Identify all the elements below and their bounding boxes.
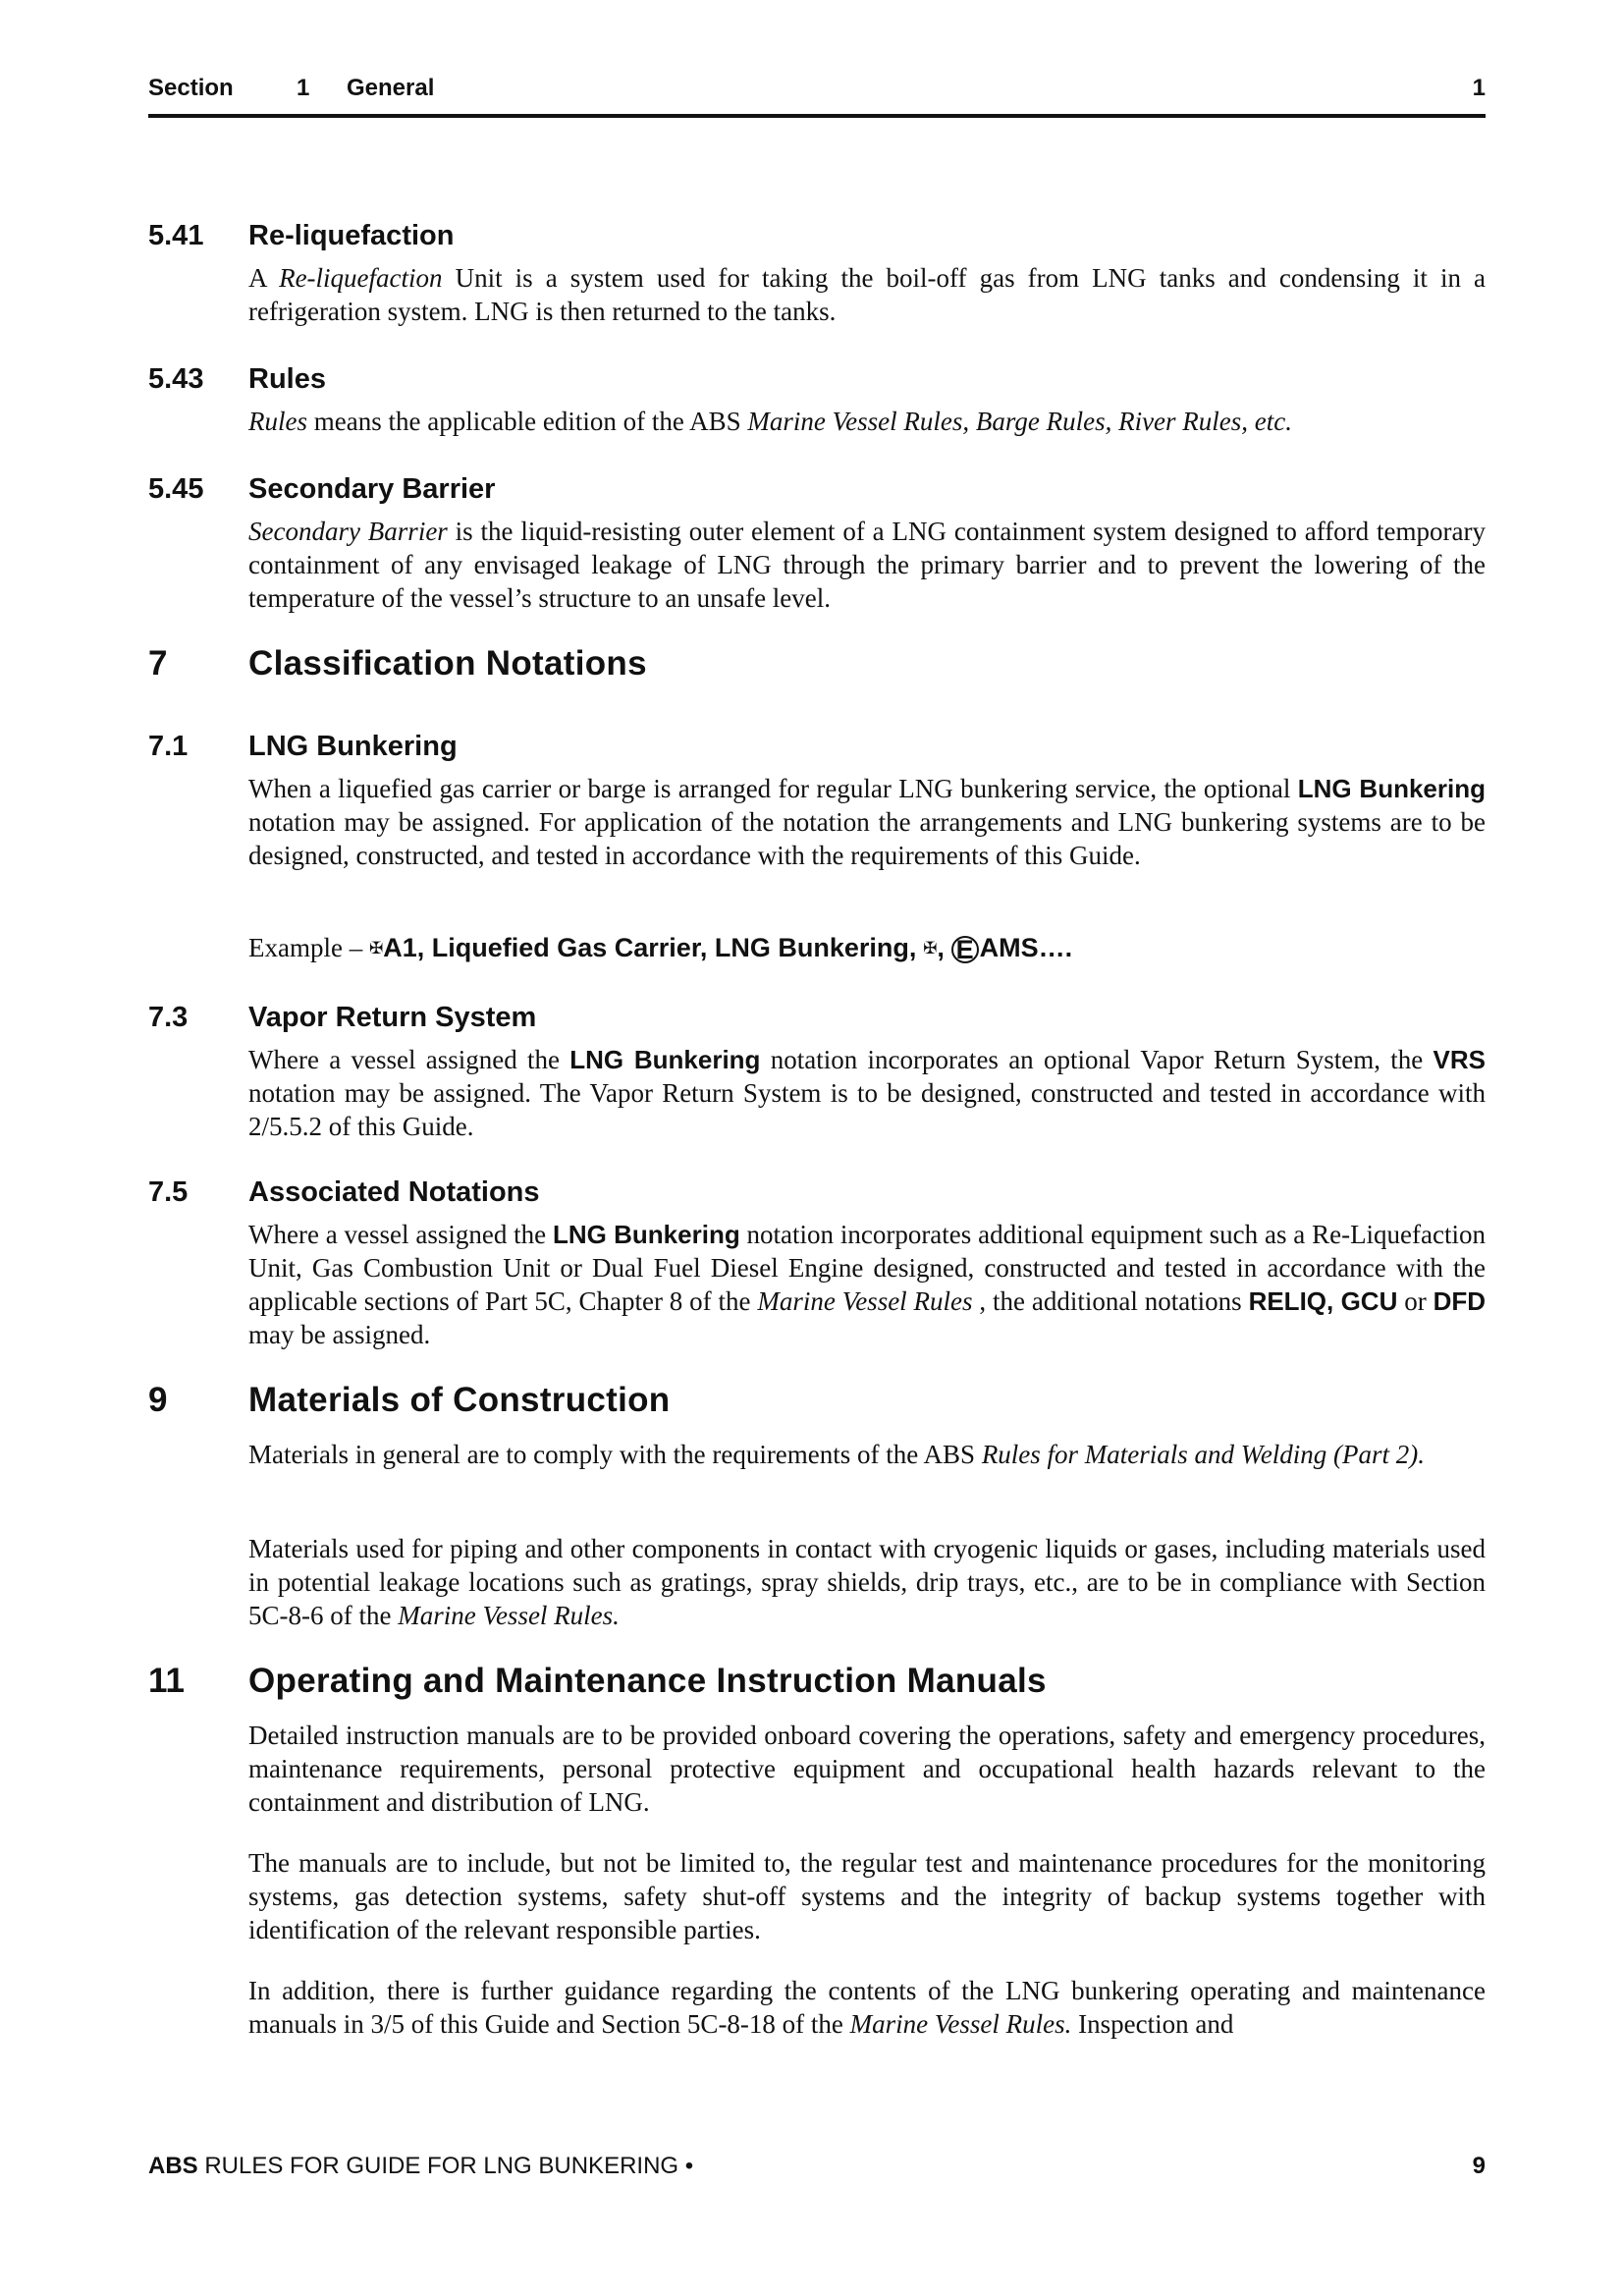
example-ams: AMS…. (979, 933, 1073, 962)
circled-e-icon: E (951, 936, 979, 963)
paragraph-9-2: Materials used for piping and other components in contact with cryogenic liquids or gases, including materials used in potential leakage locations such as gratings, spray shields, drip trays, etc., are to be in compliance with Section 5C-8-6 of the Marine Vessel Rules. (248, 1534, 1486, 1630)
heading-number: 5.41 (148, 220, 204, 251)
maltese-cross-icon: ✠ (368, 939, 384, 958)
heading-number: 7.1 (148, 731, 189, 762)
paragraph-7-3: Where a vessel assigned the LNG Bunkering notation incorporates an optional Vapor Return System, the VRS notation may be assigned. The Vapor Return System is to be designed, constructed and tested in accordance with 2/5.5.2 of this Guide. (248, 1045, 1486, 1141)
paragraph-5-45: Secondary Barrier is the liquid-resisting outer element of a LNG containment system designed to afford temporary containment of any envisaged leakage of LNG through the primary barrier and to prevent the lowering of the temperature of the vessel’s structure to an unsafe level. (248, 517, 1486, 613)
footer-abs: ABS (148, 2153, 198, 2179)
paragraph-7-5: Where a vessel assigned the LNG Bunkering notation incorporates additional equipment such as a Re-Liquefaction Unit, Gas Combustion Unit or Dual Fuel Diesel Engine designed, constructed and tested in accordance with the applicable sections of Part 5C, Chapter 8 of the Marine Vessel Rules , the additional notations RELIQ, GCU or DFD may be assigned. (248, 1220, 1487, 1349)
paragraph-11-3: In addition, there is further guidance regarding the contents of the LNG bunkering operating and maintenance manuals in 3/5 of this Guide and Section 5C-8-18 of the Marine Vessel Rules. Inspection and (248, 1976, 1486, 2039)
maltese-cross-icon: ✠ (923, 939, 938, 958)
heading-title: Rules (248, 363, 326, 395)
heading-number: 11 (148, 1662, 185, 1700)
heading-title: Operating and Maintenance Instruction Manuals (248, 1662, 1047, 1700)
paragraph-5-43: Rules means the applicable edition of the ABS Marine Vessel Rules, Barge Rules, River Rules, etc. (248, 407, 1293, 436)
paragraph-9-1: Materials in general are to comply with the requirements of the ABS Rules for Materials and Welding (Part 2). (248, 1440, 1426, 1469)
heading-title: Classification Notations (248, 644, 647, 683)
page-number: 9 (1472, 2153, 1486, 2179)
example-notation: A1, Liquefied Gas Carrier, LNG Bunkering, (383, 933, 917, 962)
example-prefix: Example – (248, 933, 363, 962)
heading-title: Associated Notations (248, 1176, 540, 1208)
heading-title: Materials of Construction (248, 1381, 671, 1419)
header-chapter-number: 1 (1472, 75, 1486, 101)
footer-title (148, 2153, 693, 2180)
heading-title: Secondary Barrier (248, 473, 496, 505)
heading-title: Re-liquefaction (248, 220, 455, 251)
footer-guide-title: RULES FOR GUIDE FOR LNG BUNKERING • (204, 2153, 694, 2179)
header-section-title: General (347, 75, 435, 101)
heading-number: 5.45 (148, 473, 204, 505)
heading-title: LNG Bunkering (248, 731, 458, 762)
heading-number: 9 (148, 1381, 168, 1419)
paragraph-7-1: When a liquefied gas carrier or barge is arranged for regular LNG bunkering service, the optional LNG Bunkering notation may be assigned. For application of the notation the arrangements and LNG bunkering systems are to be designed, constructed, and tested in accordance with the requirements of this Guide. (248, 774, 1486, 870)
example-comma: , (937, 933, 945, 962)
paragraph-11-1: Detailed instruction manuals are to be provided onboard covering the operations, safety and emergency procedures, maintenance requirements, personal protective equipment and occupational health hazards relevant to the containment and distribution of LNG. (248, 1721, 1486, 1817)
heading-number: 7.5 (148, 1176, 189, 1208)
heading-number: 7 (148, 644, 168, 683)
header-section-number: 1 (297, 75, 310, 101)
heading-number: 7.3 (148, 1002, 189, 1033)
notation-example (248, 933, 1072, 963)
running-footer (148, 2153, 1486, 2184)
heading-title: Vapor Return System (248, 1002, 537, 1033)
paragraph-11-2: The manuals are to include, but not be limited to, the regular test and maintenance procedures for the monitoring systems, gas detection systems, safety shut-off systems and the integrity of backup systems together with identification of the relevant responsible parties. (248, 1848, 1486, 1944)
header-section-label: Section (148, 75, 234, 101)
running-header (148, 75, 1486, 118)
paragraph-5-41: A Re-liquefaction Unit is a system used for taking the boil-off gas from LNG tanks and condensing it in a refrigeration system. LNG is then returned to the tanks. (248, 263, 1486, 326)
heading-number: 5.43 (148, 363, 204, 395)
